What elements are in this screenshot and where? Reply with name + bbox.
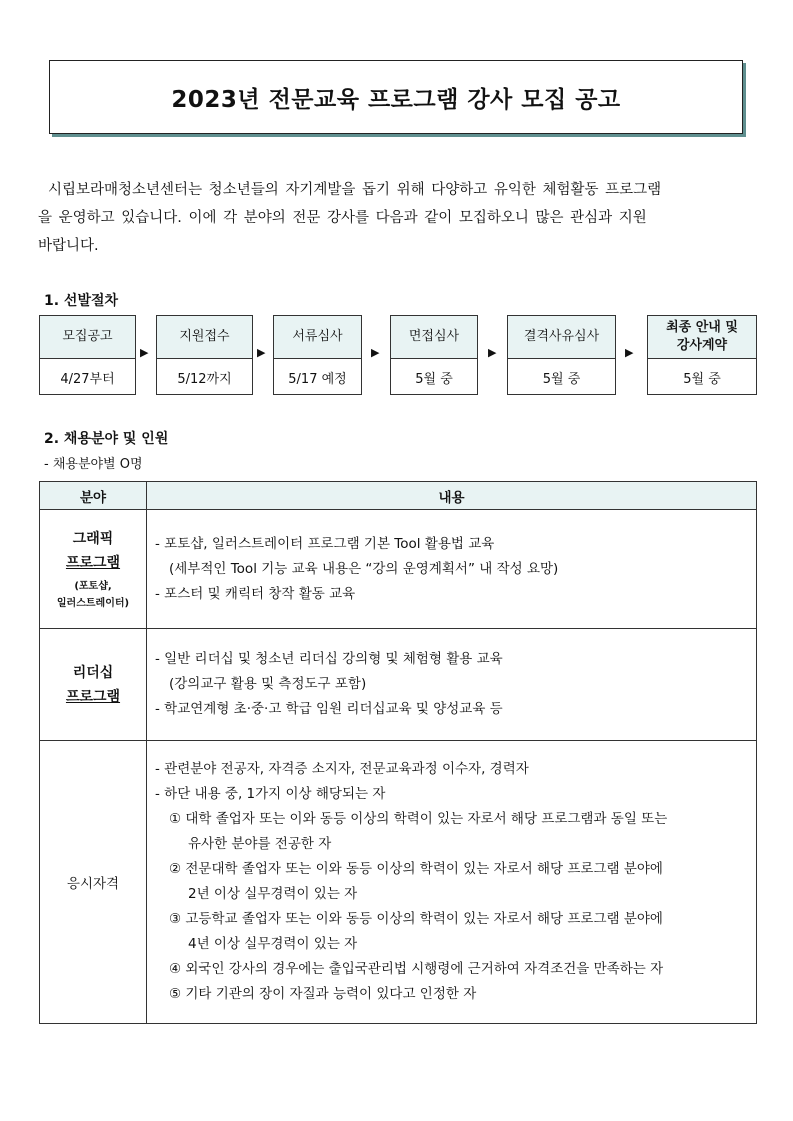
content-line: - 관련분야 전공자, 자격증 소지자, 전문교육과정 이수자, 경력자 xyxy=(155,761,529,777)
step-5 xyxy=(507,315,616,395)
table-row xyxy=(40,629,757,741)
field-small-line-2: 일러스트레이터) xyxy=(56,597,130,609)
content-line: ③ 고등학교 졸업자 또는 이와 동등 이상의 학력이 있는 자로서 해당 프로그램 분야에 xyxy=(169,911,663,927)
content-line: - 하단 내용 중, 1가지 이상 해당되는 자 xyxy=(155,786,386,802)
content-line: - 일반 리더십 및 청소년 리더십 강의형 및 체험형 활용 교육 xyxy=(155,651,503,667)
arrow-icon: ▶ xyxy=(625,346,634,359)
content-line: - 학교연계형 초·중·고 학급 임원 리더십교육 및 양성교육 등 xyxy=(155,701,503,717)
header-field: 분야 xyxy=(40,482,147,510)
step-6 xyxy=(647,315,757,395)
field-name-line-1: 리더십 xyxy=(72,664,114,681)
step-6-label-line-2: 강사계약 xyxy=(676,338,728,353)
intro-line-3: 바랍니다. xyxy=(38,238,99,254)
intro-line-2: 을 운영하고 있습니다. 이에 각 분야의 전문 강사를 다음과 같이 모집하오니 많은 관심과 지원 xyxy=(38,210,647,226)
content-line: ⑤ 기타 기관의 장이 자질과 능력이 있다고 인정한 자 xyxy=(169,986,477,1002)
section-1-heading: 1. 선발절차 xyxy=(44,293,119,309)
step-4 xyxy=(390,315,478,395)
content-line: - 포토샵, 일러스트레이터 프로그램 기본 Tool 활용법 교육 xyxy=(155,535,495,552)
section-2-heading: 2. 채용분야 및 인원 xyxy=(44,431,169,447)
content-line: ① 대학 졸업자 또는 이와 동등 이상의 학력이 있는 자로서 해당 프로그램과 동일 또는 xyxy=(169,811,668,827)
arrow-icon: ▶ xyxy=(488,346,497,359)
field-small-line-1: (포토샵, xyxy=(74,580,112,592)
step-2 xyxy=(156,315,253,395)
content-cell-leadership xyxy=(147,629,757,741)
table-row xyxy=(40,510,757,629)
field-cell-graphic xyxy=(40,510,147,629)
arrow-icon: ▶ xyxy=(371,346,380,359)
field-name-line-2-wrap xyxy=(40,551,146,575)
content-line: 4년 이상 실무경력이 있는 자 xyxy=(188,936,358,952)
field-cell-qualification xyxy=(40,741,147,1024)
field-name-line-2: 프로그램 xyxy=(65,554,121,571)
table-row xyxy=(40,741,757,1024)
arrow-icon: ▶ xyxy=(257,346,266,359)
step-4-date: 5월 중 xyxy=(415,372,453,387)
recruit-table xyxy=(39,481,757,1024)
content-line: (강의교구 활용 및 측정도구 포함) xyxy=(169,676,367,692)
step-1 xyxy=(39,315,136,395)
field-name-line-1: 그래픽 xyxy=(72,530,114,547)
content-line: 2년 이상 실무경력이 있는 자 xyxy=(188,886,358,902)
header-content: 내용 xyxy=(147,482,757,510)
field-cell-leadership xyxy=(40,629,147,741)
content-line: 유사한 분야를 전공한 자 xyxy=(188,836,332,852)
step-5-label: 결격사유심사 xyxy=(508,316,615,359)
step-3 xyxy=(273,315,362,395)
step-5-date: 5월 중 xyxy=(542,372,581,387)
field-name-line-2: 프로그램 xyxy=(65,688,121,705)
content-line: - 포스터 및 캐릭터 창작 활동 교육 xyxy=(155,585,356,602)
intro-paragraph xyxy=(38,176,756,260)
content-cell-graphic xyxy=(147,510,757,629)
step-2-label: 지원접수 xyxy=(157,316,252,359)
intro-line-1: 시립보라매청소년센터는 청소년들의 자기계발을 돕기 위해 다양하고 유익한 체험활동 프로그램 xyxy=(48,182,662,198)
step-1-date: 4/27부터 xyxy=(60,372,115,387)
page-title-text: 2023년 전문교육 프로그램 강사 모집 공고 xyxy=(171,86,621,113)
step-6-label xyxy=(648,316,756,359)
page-title xyxy=(49,60,743,134)
section-2-note: - 채용분야별 O명 xyxy=(44,457,143,472)
content-cell-qualification xyxy=(147,741,757,1024)
step-6-label-line-1: 최종 안내 및 xyxy=(666,320,738,335)
table-header-row xyxy=(40,482,757,510)
step-3-label: 서류심사 xyxy=(274,316,361,359)
step-4-label: 면접심사 xyxy=(391,316,477,359)
content-line: (세부적인 Tool 기능 교육 내용은 “강의 운영계획서” 내 작성 요망) xyxy=(169,560,559,577)
content-line: ④ 외국인 강사의 경우에는 출입국관리법 시행령에 근거하여 자격조건을 만족하는 자 xyxy=(169,961,664,977)
step-1-label: 모집공고 xyxy=(40,316,135,359)
field-name: 응시자격 xyxy=(66,876,120,892)
field-name-line-2-wrap xyxy=(40,685,146,709)
step-2-date: 5/12까지 xyxy=(177,372,232,387)
arrow-icon: ▶ xyxy=(140,346,149,359)
content-line: ② 전문대학 졸업자 또는 이와 동등 이상의 학력이 있는 자로서 해당 프로그램 분야에 xyxy=(169,861,663,877)
step-3-date: 5/17 예정 xyxy=(288,372,347,387)
step-6-date: 5월 중 xyxy=(683,372,721,387)
